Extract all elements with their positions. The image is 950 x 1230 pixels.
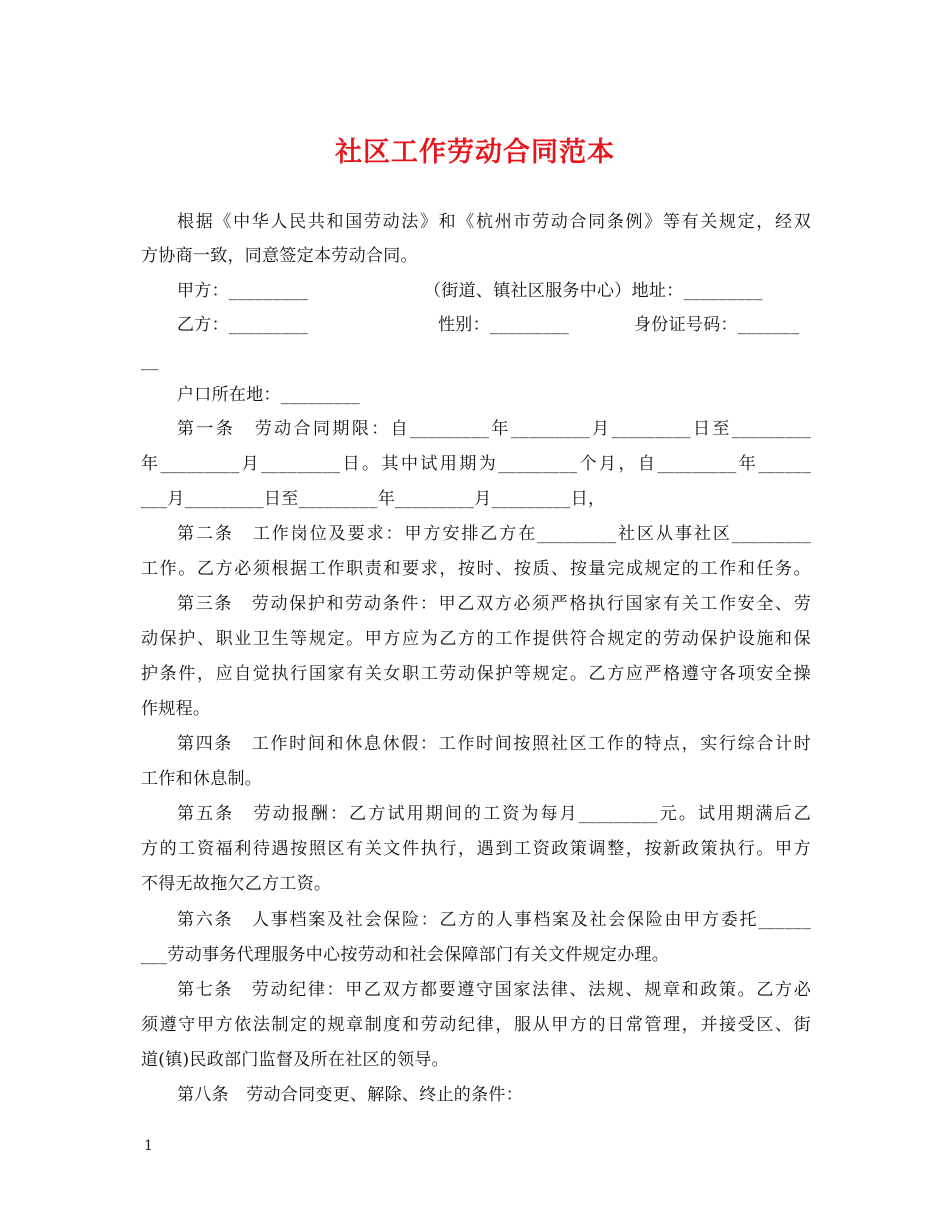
party-a-label: 甲方：_________ — [177, 281, 309, 301]
paragraph-line: 户口所在地：_________ — [177, 385, 360, 405]
paragraph-line: 第五条 劳动报酬：乙方试用期间的工资为每月_________元。试用期满后乙 — [177, 804, 811, 824]
paragraph-line: 护条件，应自觉执行国家有关女职工劳动保护等规定。乙方应严格遵守各项安全操 — [141, 664, 811, 684]
page-number: 1 — [144, 1138, 153, 1154]
paragraph-line: 第四条 工作时间和休息休假：工作时间按照社区工作的特点，实行综合计时 — [177, 734, 811, 754]
document-title: 社区工作劳动合同范本 — [335, 137, 615, 168]
party-b-label: 乙方：_________ — [177, 315, 309, 335]
paragraph-line: 工作和休息制。 — [141, 769, 263, 789]
paragraph-line: 须遵守甲方依法制定的规章制度和劳动纪律，服从甲方的日常管理，并接受区、街 — [141, 1015, 811, 1035]
party-b-id: 身份证号码：_______ — [634, 315, 800, 335]
party-a-org: （街道、镇社区服务中心）地址：_________ — [424, 281, 763, 301]
paragraph-line: 方的工资福利待遇按照区有关文件执行，遇到工资政策调整，按新政策执行。甲方 — [141, 839, 811, 859]
paragraph-line: 根据《中华人民共和国劳动法》和《杭州市劳动合同条例》等有关规定，经双 — [177, 212, 811, 232]
paragraph-line: 第六条 人事档案及社会保险：乙方的人事档案及社会保险由甲方委托______ — [177, 910, 811, 930]
paragraph-line: ___劳动事务代理服务中心按劳动和社会保障部门有关文件规定办理。 — [141, 945, 670, 965]
paragraph-line: 第三条 劳动保护和劳动条件：甲乙双方必须严格执行国家有关工作安全、劳 — [177, 594, 811, 614]
paragraph-line: ___月_________日至_________年_________月_________日， — [141, 489, 606, 509]
paragraph-line: 第一条 劳动合同期限：自_________年_________月_________日至_________ — [177, 419, 811, 439]
paragraph-line: 方协商一致，同意签定本劳动合同。 — [141, 246, 418, 266]
paragraph-line: 第七条 劳动纪律：甲乙双方都要遵守国家法律、法规、规章和政策。乙方必 — [177, 980, 811, 1000]
party-b-gender: 性别：_________ — [438, 315, 570, 335]
paragraph-line: 道(镇)民政部门监督及所在社区的领导。 — [141, 1050, 449, 1070]
paragraph-line: 工作。乙方必须根据工作职责和要求，按时、按质、按量完成规定的工作和任务。 — [141, 559, 811, 579]
paragraph-line: 不得无故拖欠乙方工资。 — [141, 874, 332, 894]
paragraph-line: __ — [141, 351, 159, 371]
paragraph-line: 第二条 工作岗位及要求：甲方安排乙方在_________社区从事社区_________ — [177, 524, 811, 544]
paragraph-line: 动保护、职业卫生等规定。甲方应为乙方的工作提供符合规定的劳动保护设施和保 — [141, 629, 811, 649]
paragraph-line: 作规程。 — [141, 699, 211, 719]
paragraph-line: 年_________月_________日。其中试用期为_________个月，自_________年______ — [141, 454, 811, 474]
paragraph-line: 第八条 劳动合同变更、解除、终止的条件： — [177, 1085, 523, 1105]
